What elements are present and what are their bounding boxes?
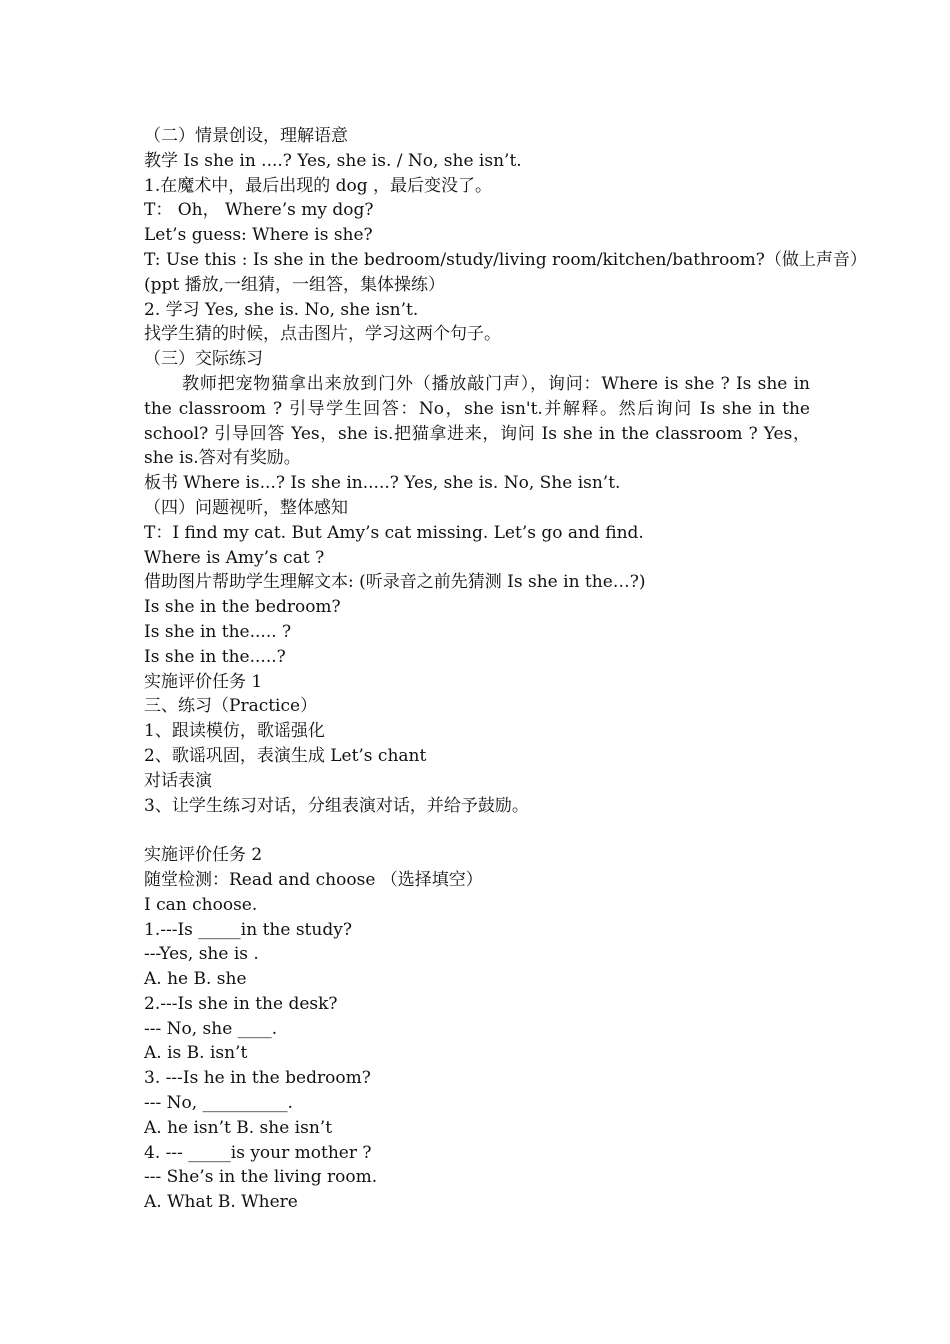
text-line: I can choose. bbox=[144, 894, 258, 915]
text-line: 板书 Where is...? Is she in.....? Yes, she is. No, She isn’t. bbox=[144, 473, 621, 494]
text-line: 随堂检测：Read and choose （选择填空） bbox=[144, 869, 483, 890]
answer-line: --- She’s in the living room. bbox=[144, 1167, 378, 1188]
options-line: A. What B. Where bbox=[144, 1192, 298, 1213]
text-line: Is she in the.....? bbox=[144, 646, 286, 667]
section-heading: 三、练习（Practice） bbox=[144, 696, 318, 717]
question-line: 1.---Is _____in the study? bbox=[144, 919, 352, 940]
text-line: 找学生猜的时候，点击图片，学习这两个句子。 bbox=[144, 324, 501, 345]
text-line: 1、跟读模仿，歌谣强化 bbox=[144, 721, 325, 742]
text-line: 实施评价任务 1 bbox=[144, 671, 263, 692]
text-line: 1.在魔术中，最后出现的 dog ，最后变没了。 bbox=[144, 175, 493, 196]
question-line: 2.---Is she in the desk? bbox=[144, 993, 338, 1014]
text-line: 对话表演 bbox=[144, 770, 212, 791]
options-line: A. is B. isn’t bbox=[144, 1043, 248, 1064]
text-line: Let’s guess: Where is she? bbox=[144, 225, 373, 246]
text-line: Is she in the bedroom? bbox=[144, 597, 341, 618]
question-line: 3. ---Is he in the bedroom? bbox=[144, 1068, 371, 1089]
text-line: 2、歌谣巩固，表演生成 Let’s chant bbox=[144, 745, 427, 766]
text-line: T：I find my cat. But Amy’s cat missing. Let’s go and find. bbox=[144, 522, 644, 543]
question-line: 4. --- _____is your mother ? bbox=[144, 1142, 372, 1163]
answer-line: ---Yes, she is . bbox=[144, 944, 259, 965]
text-line: T: Use this : Is she in the bedroom/study/living room/kitchen/bathroom?（做上声音） bbox=[144, 249, 867, 270]
options-line: A. he B. she bbox=[144, 969, 247, 990]
text-line: 3、让学生练习对话，分组表演对话，并给予鼓励。 bbox=[144, 795, 529, 816]
body-paragraph: 教师把宠物猫拿出来放到门外（播放敲门声），询问：Where is she ? Is she in the classroom ? 引导学生回答：No，she isn't.并解释。然后询问 Is she in the school? 引导回答 Yes，she is.把猫拿进来，询问 Is she in the classroom ? Yes，she is.答对有奖励。 bbox=[144, 373, 810, 469]
text-line: (ppt 播放,一组猜，一组答，集体操练） bbox=[144, 274, 446, 295]
document-page bbox=[144, 124, 867, 1215]
text-line: Is she in the..... ? bbox=[144, 621, 292, 642]
section-heading: （四）问题视听，整体感知 bbox=[144, 497, 348, 518]
blank-line bbox=[144, 818, 810, 843]
answer-line: --- No, she ____. bbox=[144, 1018, 278, 1039]
section-heading: （三）交际练习 bbox=[144, 349, 263, 370]
text-line: Where is Amy’s cat ? bbox=[144, 547, 325, 568]
text-line: 教学 Is she in ....? Yes, she is. / No, she isn’t. bbox=[144, 150, 522, 171]
answer-line: --- No, __________. bbox=[144, 1093, 293, 1114]
text-line: 借助图片帮助学生理解文本: (听录音之前先猜测 Is she in the…?) bbox=[144, 572, 646, 593]
text-line: 2. 学习 Yes, she is. No, she isn’t. bbox=[144, 299, 419, 320]
section-heading: （二）情景创设，理解语意 bbox=[144, 126, 348, 146]
text-line: T： Oh， Where’s my dog? bbox=[144, 200, 374, 221]
text-line: 实施评价任务 2 bbox=[144, 845, 263, 866]
options-line: A. he isn’t B. she isn’t bbox=[144, 1117, 333, 1138]
